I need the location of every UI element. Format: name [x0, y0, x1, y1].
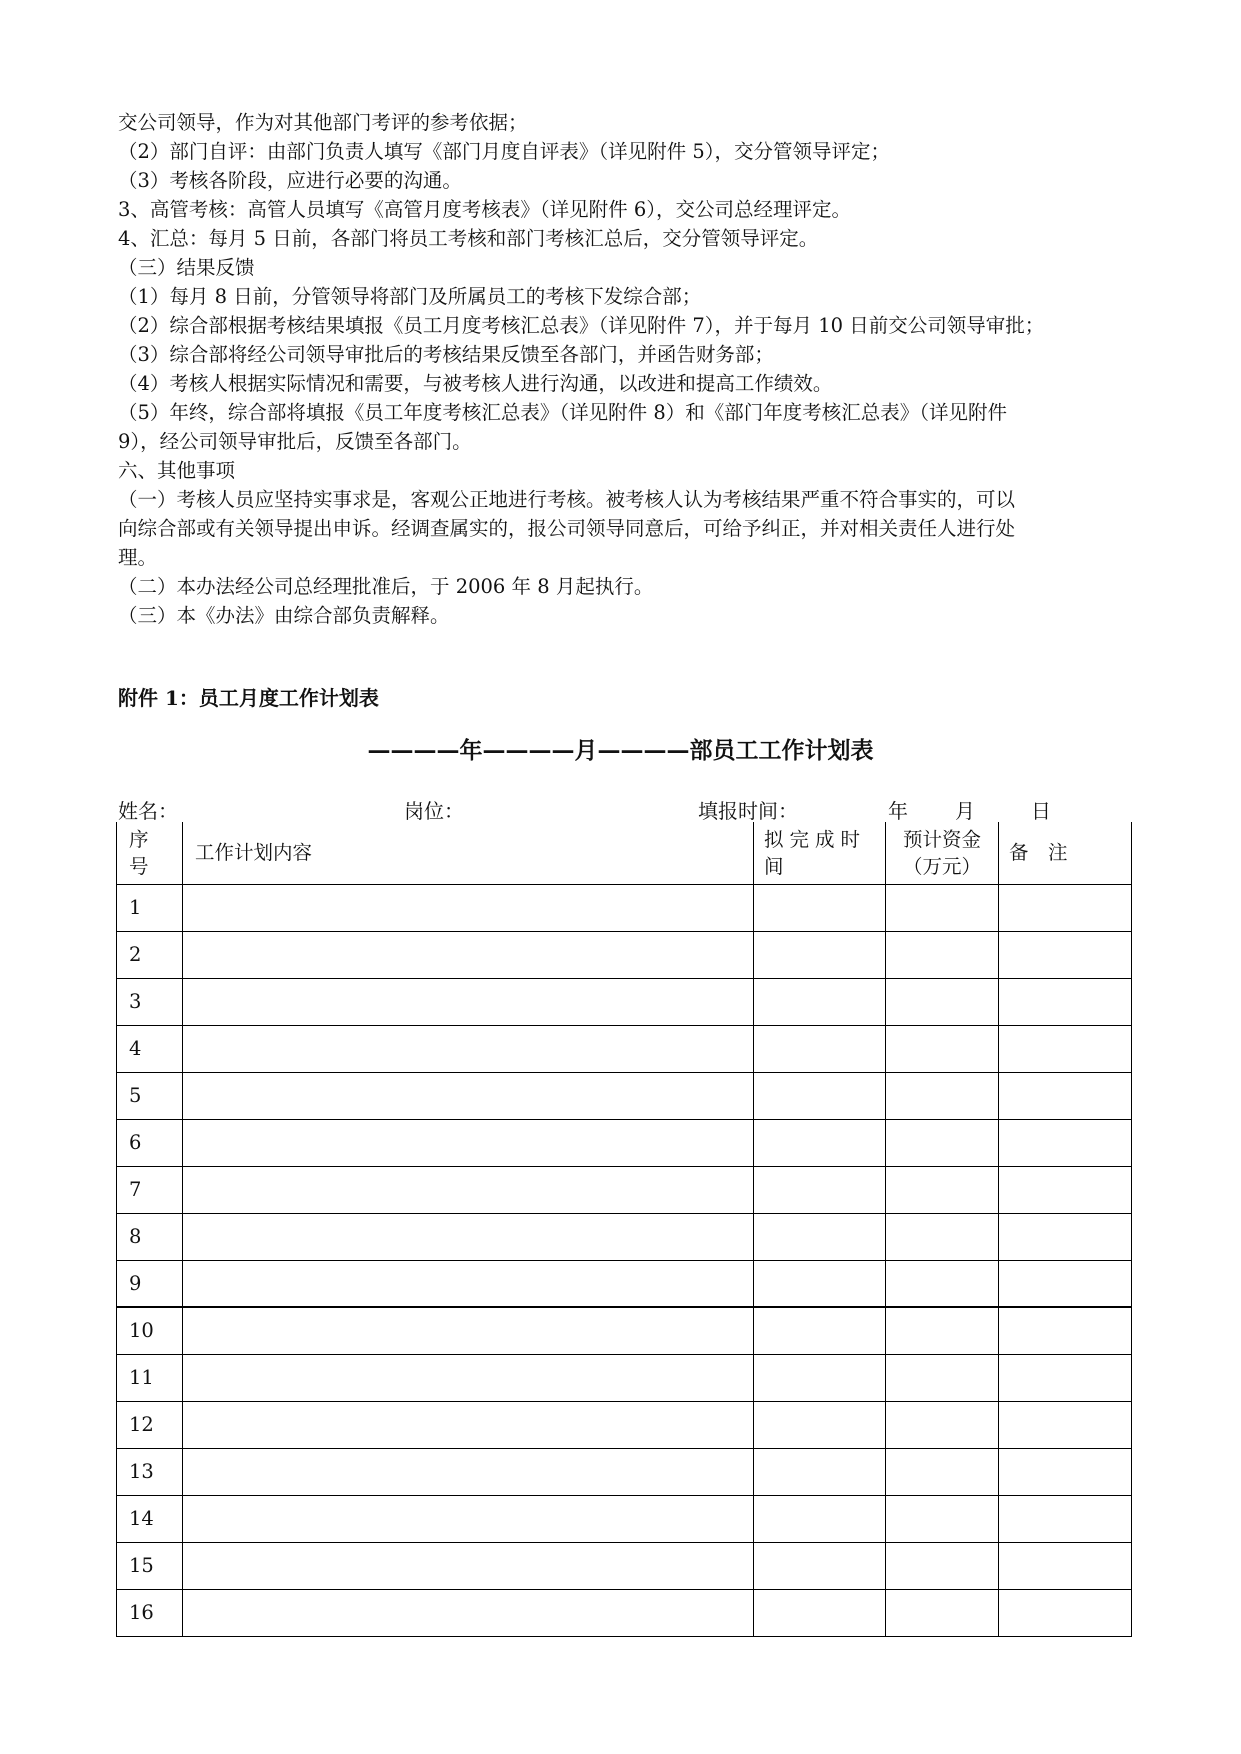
content-cell[interactable] — [183, 931, 754, 978]
remarks-cell[interactable] — [999, 1025, 1132, 1072]
text-line: （三）结果反馈 — [118, 256, 255, 279]
remarks-cell[interactable] — [999, 1072, 1132, 1119]
row-number: 9 — [117, 1260, 183, 1307]
funds-cell[interactable] — [886, 1354, 999, 1401]
table-row — [117, 884, 1132, 931]
funds-cell[interactable] — [886, 1401, 999, 1448]
funds-cell[interactable] — [886, 1307, 999, 1354]
remarks-cell[interactable] — [999, 978, 1132, 1025]
text-line: （3）考核各阶段，应进行必要的沟通。 — [118, 169, 462, 192]
funds-cell[interactable] — [886, 1448, 999, 1495]
time-cell[interactable] — [754, 1119, 886, 1166]
content-cell[interactable] — [183, 1589, 754, 1636]
text-line: （3）综合部将经公司领导审批后的考核结果反馈至各部门，并函告财务部； — [118, 343, 774, 366]
row-number: 10 — [117, 1307, 183, 1354]
work-plan-table — [116, 822, 1132, 1637]
funds-cell[interactable] — [886, 931, 999, 978]
year-label: 年 — [888, 799, 908, 823]
row-number: 11 — [117, 1354, 183, 1401]
table-row — [117, 1072, 1132, 1119]
table-row — [117, 1025, 1132, 1072]
form-title: ————年————月————部员工工作计划表 — [367, 737, 874, 764]
row-number: 14 — [117, 1495, 183, 1542]
funds-cell[interactable] — [886, 1166, 999, 1213]
content-cell[interactable] — [183, 1542, 754, 1589]
text-line: 六、其他事项 — [118, 459, 236, 482]
remarks-cell[interactable] — [999, 1119, 1132, 1166]
funds-cell[interactable] — [886, 1072, 999, 1119]
funds-cell[interactable] — [886, 1542, 999, 1589]
row-number: 12 — [117, 1401, 183, 1448]
time-cell[interactable] — [754, 1542, 886, 1589]
content-cell[interactable] — [183, 978, 754, 1025]
text-line: （5）年终，综合部将填报《员工年度考核汇总表》（详见附件 8）和《部门年度考核汇总表》（详见附件 — [118, 401, 1008, 424]
remarks-cell[interactable] — [999, 1542, 1132, 1589]
content-cell[interactable] — [183, 1025, 754, 1072]
header-estimated-funds: 预计资金 （万元） — [886, 822, 999, 884]
remarks-cell[interactable] — [999, 1589, 1132, 1636]
text-line: 理。 — [118, 546, 158, 569]
time-cell[interactable] — [754, 1589, 886, 1636]
text-line: 9），经公司领导审批后，反馈至各部门。 — [118, 430, 472, 453]
time-cell[interactable] — [754, 1448, 886, 1495]
row-number: 3 — [117, 978, 183, 1025]
table-row — [117, 1401, 1132, 1448]
row-number: 16 — [117, 1589, 183, 1636]
content-cell[interactable] — [183, 1354, 754, 1401]
row-number: 4 — [117, 1025, 183, 1072]
month-label: 月 — [955, 799, 975, 823]
funds-cell[interactable] — [886, 1119, 999, 1166]
name-label: 姓名： — [118, 799, 178, 823]
funds-cell[interactable] — [886, 1495, 999, 1542]
content-cell[interactable] — [183, 1072, 754, 1119]
table-row — [117, 1495, 1132, 1542]
time-cell[interactable] — [754, 1025, 886, 1072]
form-info-row — [0, 795, 1241, 825]
remarks-cell[interactable] — [999, 931, 1132, 978]
remarks-cell[interactable] — [999, 1354, 1132, 1401]
text-line: （2）部门自评：由部门负责人填写《部门月度自评表》（详见附件 5），交分管领导评定； — [118, 140, 891, 163]
text-line: （三）本《办法》由综合部负责解释。 — [118, 604, 450, 627]
row-number: 15 — [117, 1542, 183, 1589]
time-cell[interactable] — [754, 1354, 886, 1401]
text-line: 向综合部或有关领导提出申诉。经调查属实的，报公司领导同意后，可给予纠正，并对相关责任人进行处 — [118, 517, 1016, 540]
remarks-cell[interactable] — [999, 1260, 1132, 1307]
row-number: 6 — [117, 1119, 183, 1166]
text-line: （二）本办法经公司总经理批准后，于 2006 年 8 月起执行。 — [118, 575, 654, 598]
table-row — [117, 1213, 1132, 1260]
text-line: （一）考核人员应坚持实事求是，客观公正地进行考核。被考核人认为考核结果严重不符合事实的，可以 — [118, 488, 1016, 511]
content-cell[interactable] — [183, 1495, 754, 1542]
text-line: （2）综合部根据考核结果填报《员工月度考核汇总表》（详见附件 7），并于每月 10 日前交公司领导审批； — [118, 314, 1045, 337]
table-row — [117, 931, 1132, 978]
table-header-row — [117, 822, 1132, 884]
attachment-heading: 附件 1：员工月度工作计划表 — [118, 686, 379, 710]
funds-cell[interactable] — [886, 1260, 999, 1307]
funds-cell[interactable] — [886, 884, 999, 931]
table-row — [117, 1448, 1132, 1495]
content-cell[interactable] — [183, 1260, 754, 1307]
row-number: 13 — [117, 1448, 183, 1495]
content-cell[interactable] — [183, 1307, 754, 1354]
time-cell[interactable] — [754, 1166, 886, 1213]
time-cell[interactable] — [754, 1213, 886, 1260]
table-row — [117, 1589, 1132, 1636]
day-label: 日 — [1031, 799, 1051, 823]
content-cell[interactable] — [183, 1119, 754, 1166]
time-cell[interactable] — [754, 1401, 886, 1448]
funds-cell[interactable] — [886, 978, 999, 1025]
table-row — [117, 1542, 1132, 1589]
remarks-cell[interactable] — [999, 1448, 1132, 1495]
content-cell[interactable] — [183, 1213, 754, 1260]
text-line: （4）考核人根据实际情况和需要，与被考核人进行沟通，以改进和提高工作绩效。 — [118, 372, 833, 395]
funds-cell[interactable] — [886, 1213, 999, 1260]
remarks-cell[interactable] — [999, 1401, 1132, 1448]
body-text-block — [118, 108, 1128, 630]
remarks-cell[interactable] — [999, 1166, 1132, 1213]
header-remarks: 备 注 — [999, 822, 1132, 884]
content-cell[interactable] — [183, 1401, 754, 1448]
row-number: 2 — [117, 931, 183, 978]
remarks-cell[interactable] — [999, 884, 1132, 931]
row-number: 8 — [117, 1213, 183, 1260]
row-number: 7 — [117, 1166, 183, 1213]
table-row — [117, 1119, 1132, 1166]
header-content: 工作计划内容 — [183, 822, 754, 884]
text-line: （1）每月 8 日前，分管领导将部门及所属员工的考核下发综合部； — [118, 285, 702, 308]
remarks-cell[interactable] — [999, 1213, 1132, 1260]
time-cell[interactable] — [754, 978, 886, 1025]
time-cell[interactable] — [754, 1495, 886, 1542]
time-cell[interactable] — [754, 1307, 886, 1354]
row-number: 5 — [117, 1072, 183, 1119]
table-row — [117, 1307, 1132, 1354]
funds-cell[interactable] — [886, 1589, 999, 1636]
content-cell[interactable] — [183, 884, 754, 931]
content-cell[interactable] — [183, 1166, 754, 1213]
time-cell[interactable] — [754, 1072, 886, 1119]
remarks-cell[interactable] — [999, 1495, 1132, 1542]
table-row — [117, 978, 1132, 1025]
position-label: 岗位： — [404, 799, 464, 823]
text-line: 3、高管考核：高管人员填写《高管月度考核表》（详见附件 6），交公司总经理评定。 — [118, 198, 852, 221]
table-row — [117, 1260, 1132, 1307]
time-cell[interactable] — [754, 884, 886, 931]
text-line: 交公司领导，作为对其他部门考评的参考依据； — [118, 111, 528, 134]
content-cell[interactable] — [183, 1448, 754, 1495]
date-label: 填报时间： — [698, 799, 798, 823]
text-line: 4、汇总：每月 5 日前，各部门将员工考核和部门考核汇总后，交分管领导评定。 — [118, 227, 819, 250]
time-cell[interactable] — [754, 931, 886, 978]
header-seq: 序 号 — [117, 822, 183, 884]
row-number: 1 — [117, 884, 183, 931]
table-row — [117, 1166, 1132, 1213]
remarks-cell[interactable] — [999, 1307, 1132, 1354]
time-cell[interactable] — [754, 1260, 886, 1307]
funds-cell[interactable] — [886, 1025, 999, 1072]
table-row — [117, 1354, 1132, 1401]
header-completion-time: 拟完成时 间 — [754, 822, 886, 884]
